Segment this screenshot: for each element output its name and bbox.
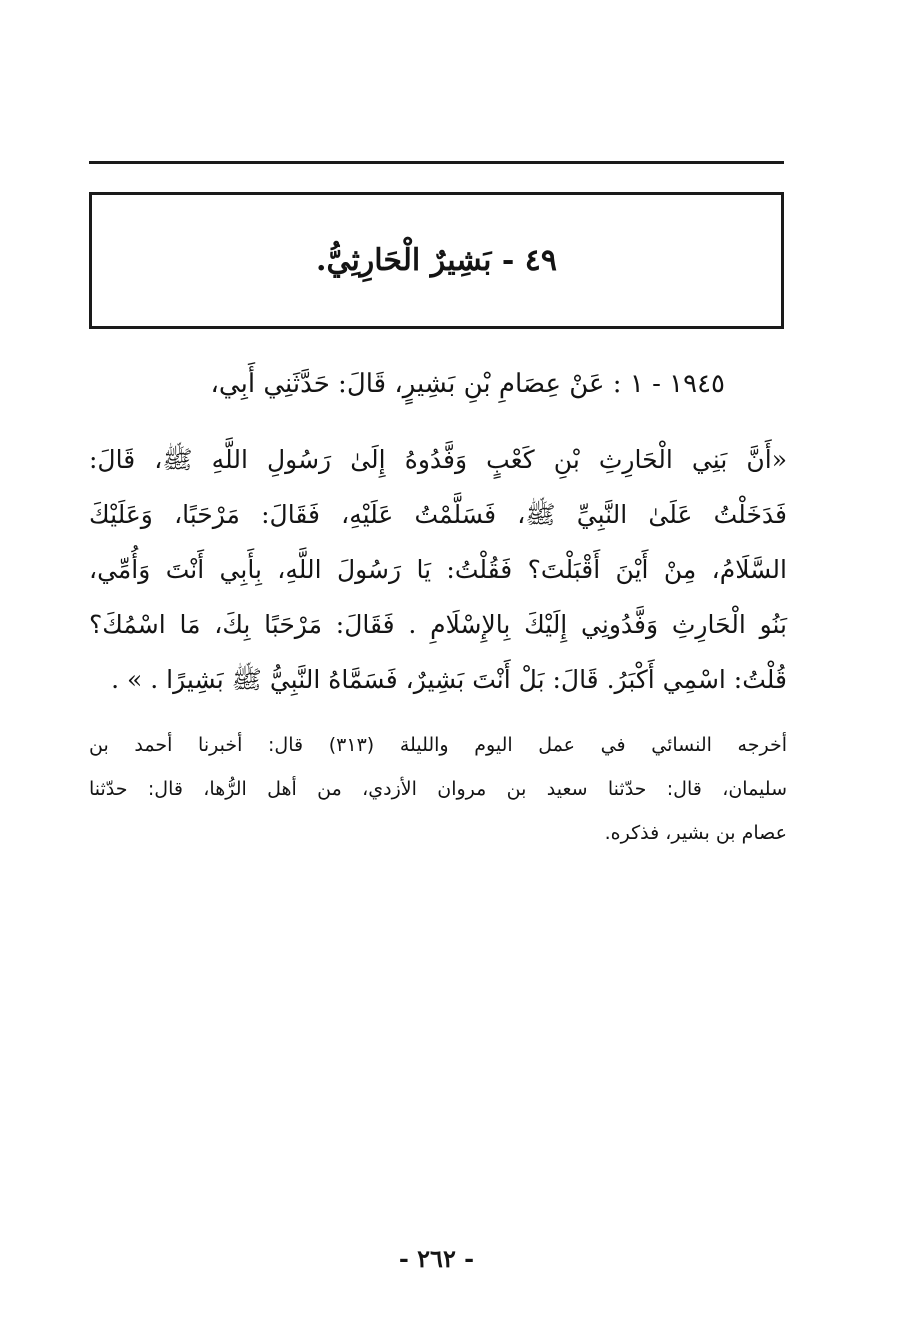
hadith-intro: ١٩٤٥ - ١ : عَنْ عِصَامِ بْنِ بَشِيرٍ، قَالَ: حَدَّثَنِي أَبِي، — [210, 369, 725, 399]
hadith-line: السَّلَامُ، مِنْ أَيْنَ أَقْبَلْتَ؟ فَقُلْتُ: يَا رَسُولَ اللَّهِ، بِأَبِي أَنْتَ وَأُمِّي، — [89, 555, 787, 584]
section-title-box — [89, 192, 784, 329]
takhrij-line: عصام بن بشير، فذكره. — [604, 822, 787, 844]
takhrij-note — [89, 728, 787, 860]
page-number: - ٢٦٢ - — [398, 1244, 475, 1273]
hadith-line: بَنُو الْحَارِثِ وَفَّدُونِي إِلَيْكَ بِالإِسْلَامِ . فَقَالَ: مَرْحَبًا بِكَ، مَا اسْمُكَ؟ — [89, 610, 787, 639]
hadith-line: قُلْتُ: اسْمِي أَكْبَرُ. قَالَ: بَلْ أَنْتَ بَشِيرٌ، فَسَمَّاهُ النَّبِيُّ ﷺ بَشِيرًا . » . — [111, 665, 787, 694]
hadith-line: «أَنَّ بَنِي الْحَارِثِ بْنِ كَعْبٍ وَفَّدُوهُ إِلَىٰ رَسُولِ اللَّهِ ﷺ، قَالَ: — [89, 445, 787, 474]
takhrij-line: أخرجه النسائي في عمل اليوم والليلة (٣١٣) قال: أخبرنا أحمد بن — [89, 734, 787, 756]
section-title: ٤٩ - بَشِيرٌ الْحَارِثِيُّ. — [316, 243, 558, 278]
hadith-line: فَدَخَلْتُ عَلَىٰ النَّبِيِّ ﷺ، فَسَلَّمْتُ عَلَيْهِ، فَقَالَ: مَرْحَبًا، وَعَلَيْكَ — [89, 500, 787, 529]
takhrij-line: سليمان، قال: حدّثنا سعيد بن مروان الأزدي، من أهل الرُّها، قال: حدّثنا — [89, 778, 787, 800]
top-horizontal-rule — [89, 161, 784, 164]
hadith-text — [89, 432, 787, 707]
